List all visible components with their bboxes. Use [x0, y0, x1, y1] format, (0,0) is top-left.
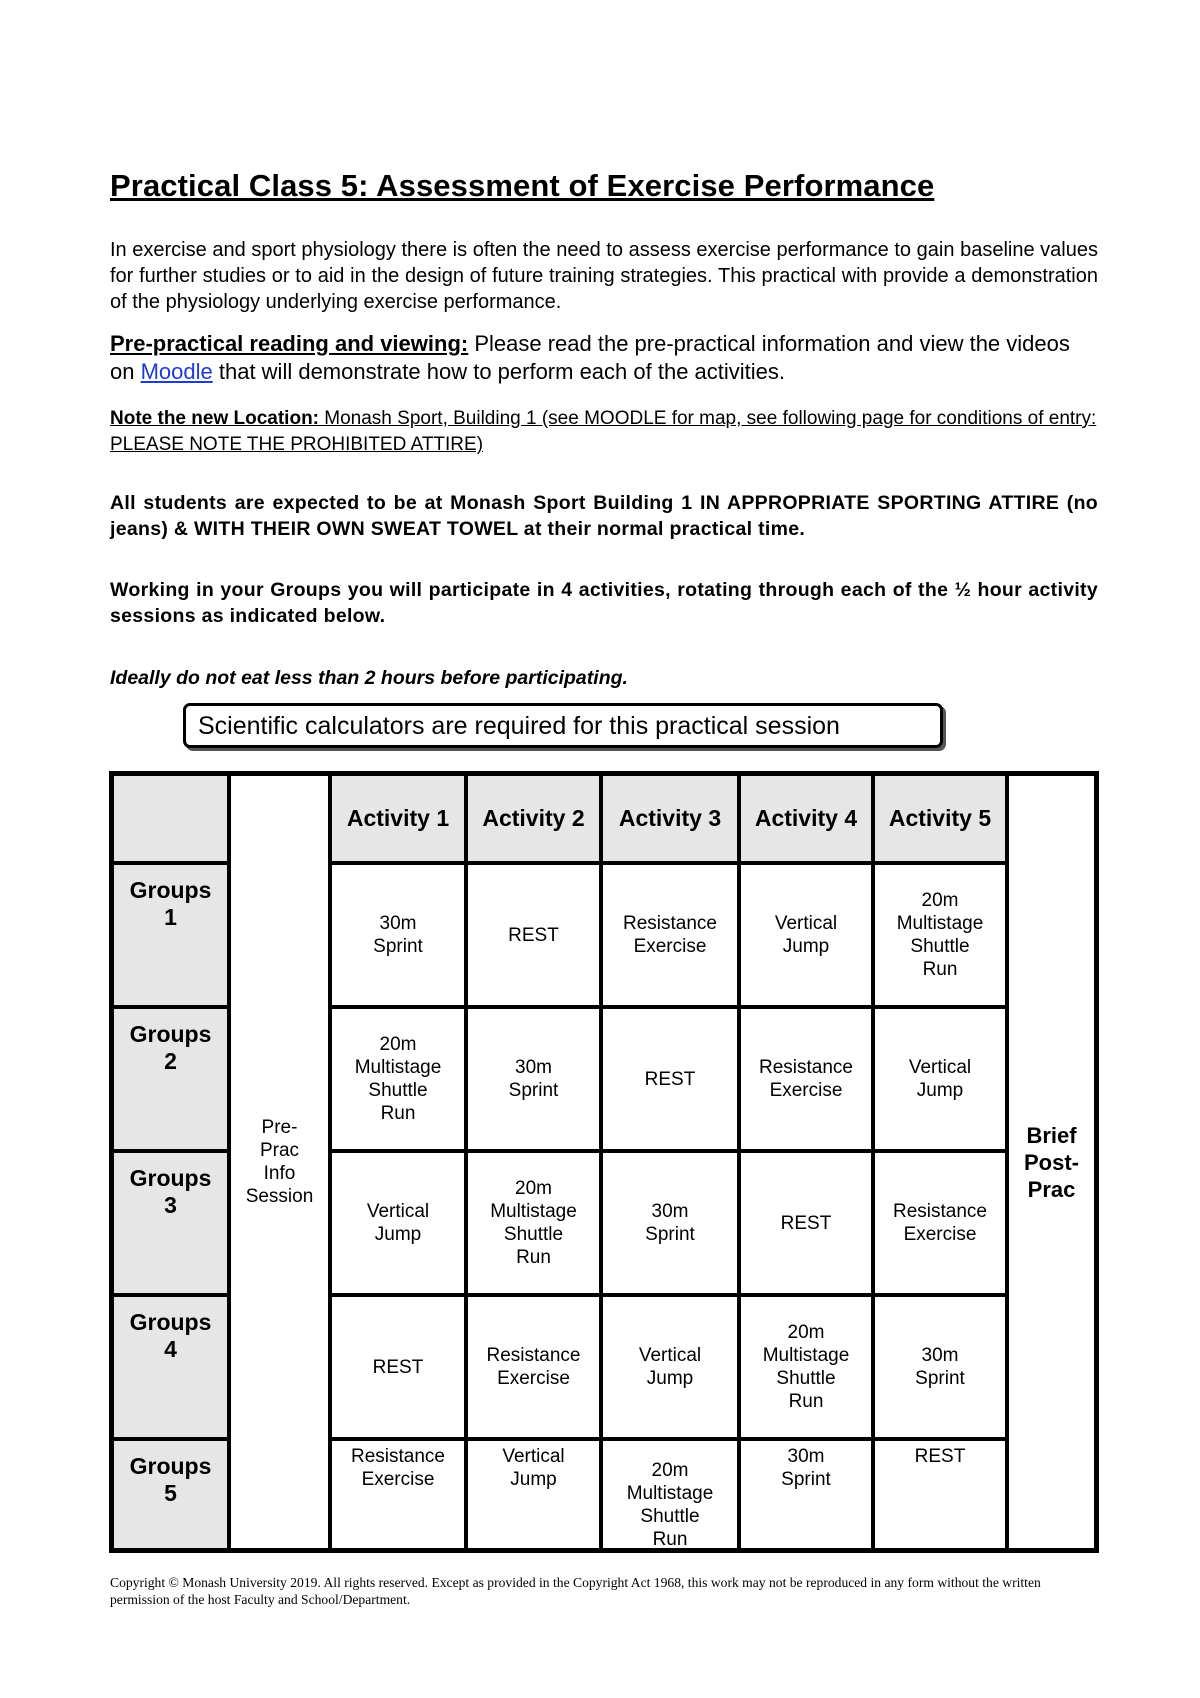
group-label: Groups 1 [129, 877, 212, 930]
activity-name: REST [508, 924, 559, 946]
activity-name: REST [780, 1212, 832, 1234]
schedule-cell [873, 1295, 1007, 1439]
prereading-text-before: Please read the pre-practical information and view the videos on [110, 331, 1070, 384]
group-label: Groups 4 [129, 1309, 212, 1362]
schedule-cell [601, 1151, 739, 1295]
activity-name: Resistance Exercise [486, 1345, 581, 1389]
activity-header [330, 774, 466, 863]
activity-name: 30m Sprint [645, 1201, 695, 1245]
schedule-cell [330, 1295, 466, 1439]
activity-name: Resistance Exercise [759, 1057, 853, 1101]
schedule-cell [466, 863, 601, 1007]
attire-notice: All students are expected to be at Monash Sport Building 1 IN APPROPRIATE SPORTING ATTIRE (no jeans) & WITH THEIR OWN SWEAT TOWEL at their normal practical time. [110, 492, 1098, 540]
pre-prac-label: Pre- Prac Info Session [245, 1117, 314, 1207]
schedule-cell [739, 1151, 873, 1295]
schedule-cell [739, 1439, 873, 1550]
pre-prac-cell [229, 774, 330, 1550]
activity-header-label: Activity 1 [346, 805, 450, 831]
schedule-cell [873, 1439, 1007, 1550]
schedule-cell [601, 1439, 739, 1550]
activity-header-label: Activity 5 [888, 805, 992, 831]
activity-header-label: Activity 2 [482, 805, 585, 831]
group-label-cell [112, 863, 229, 1007]
intro-paragraph: In exercise and sport physiology there is often the need to assess exercise performance to gain baseline values for further studies or to aid in the design of future training strategies. This practical with provide a demonstration of the physiology underlying exercise performance. [110, 239, 1098, 313]
location-note [110, 406, 1100, 458]
activity-header [466, 774, 601, 863]
activity-name: Vertical Jump [638, 1345, 702, 1389]
activity-name: Resistance Exercise [623, 913, 717, 957]
group-label: Groups 2 [129, 1021, 212, 1074]
activity-name: Resistance Exercise [351, 1446, 445, 1490]
brief-post-prac-cell [1007, 774, 1096, 1550]
groups-notice: Working in your Groups you will participate in 4 activities, rotating through each of the ½ hour activity sessions as indicated below. [110, 579, 1098, 627]
schedule-cell [739, 1007, 873, 1151]
schedule-cell [739, 863, 873, 1007]
group-label: Groups 5 [129, 1453, 212, 1506]
schedule-cell [330, 1439, 466, 1550]
prereading-label: Pre-practical reading and viewing: [110, 331, 469, 356]
activity-name: 30m Sprint [508, 1057, 559, 1101]
activity-header-label: Activity 4 [754, 805, 858, 831]
activity-name: 30m Sprint [373, 913, 423, 957]
eating-note: Ideally do not eat less than 2 hours before participating. [110, 667, 628, 689]
activity-name: 20m Multistage Shuttle Run [762, 1322, 850, 1412]
schedule-cell [739, 1295, 873, 1439]
brief-post-prac-label: Brief Post- Prac [1024, 1122, 1079, 1202]
schedule-cell [330, 1007, 466, 1151]
activity-name: 20m Multistage Shuttle Run [626, 1459, 714, 1550]
schedule-cell [873, 1151, 1007, 1295]
activity-name: Resistance Exercise [893, 1201, 987, 1245]
page-title: Practical Class 5: Assessment of Exercise Performance [110, 168, 935, 203]
activity-name: 20m Multistage Shuttle Run [354, 1034, 442, 1124]
activity-name: Vertical Jump [502, 1446, 565, 1490]
schedule-cell [601, 863, 739, 1007]
schedule-cell [330, 1151, 466, 1295]
activity-name: 20m Multistage Shuttle Run [490, 1178, 577, 1268]
group-label: Groups 3 [129, 1165, 212, 1218]
group-label-cell [112, 1007, 229, 1151]
schedule-cell [466, 1151, 601, 1295]
schedule-cell [873, 1007, 1007, 1151]
activity-header [601, 774, 739, 863]
schedule-cell [873, 863, 1007, 1007]
activity-name: REST [372, 1356, 424, 1378]
activity-name: Vertical Jump [366, 1201, 430, 1245]
activity-name: REST [914, 1446, 966, 1467]
activity-header [873, 774, 1007, 863]
schedule-cell [466, 1007, 601, 1151]
schedule-cell [601, 1295, 739, 1439]
copyright-footer: Copyright © Monash University 2019. All rights reserved. Except as provided in the Copyright Act 1968, this work may not be reproduced in any form without the written permission of the host Faculty and School/Department. [110, 1575, 1041, 1607]
corner-cell [112, 774, 229, 863]
activity-name: Vertical Jump [774, 913, 838, 957]
schedule-cell [466, 1439, 601, 1550]
schedule-cell [330, 863, 466, 1007]
activity-name: REST [644, 1068, 696, 1090]
group-label-cell [112, 1295, 229, 1439]
calculator-banner: Scientific calculators are required for this practical session [183, 703, 943, 748]
group-label-cell [112, 1151, 229, 1295]
schedule-cell [466, 1295, 601, 1439]
moodle-link[interactable]: Moodle [140, 359, 213, 384]
activity-name: 20m Multistage Shuttle Run [896, 890, 984, 980]
schedule-cell [601, 1007, 739, 1151]
activity-name: 30m Sprint [915, 1345, 965, 1389]
activity-name: Vertical Jump [908, 1057, 972, 1101]
schedule-table [109, 771, 1099, 1553]
activity-name: 30m Sprint [781, 1446, 831, 1490]
group-label-cell [112, 1439, 229, 1550]
prereading-text-after: that will demonstrate how to perform each of the activities. [212, 359, 786, 384]
activity-header [739, 774, 873, 863]
location-text: Monash Sport, Building 1 (see MOODLE for map, see following page for conditions of entry: PLEASE NOTE THE PROHIBITED ATTIRE) [110, 408, 1097, 455]
location-label: Note the new Location: [110, 408, 319, 429]
prereading-paragraph [110, 330, 1100, 386]
activity-header-label: Activity 3 [618, 805, 722, 831]
